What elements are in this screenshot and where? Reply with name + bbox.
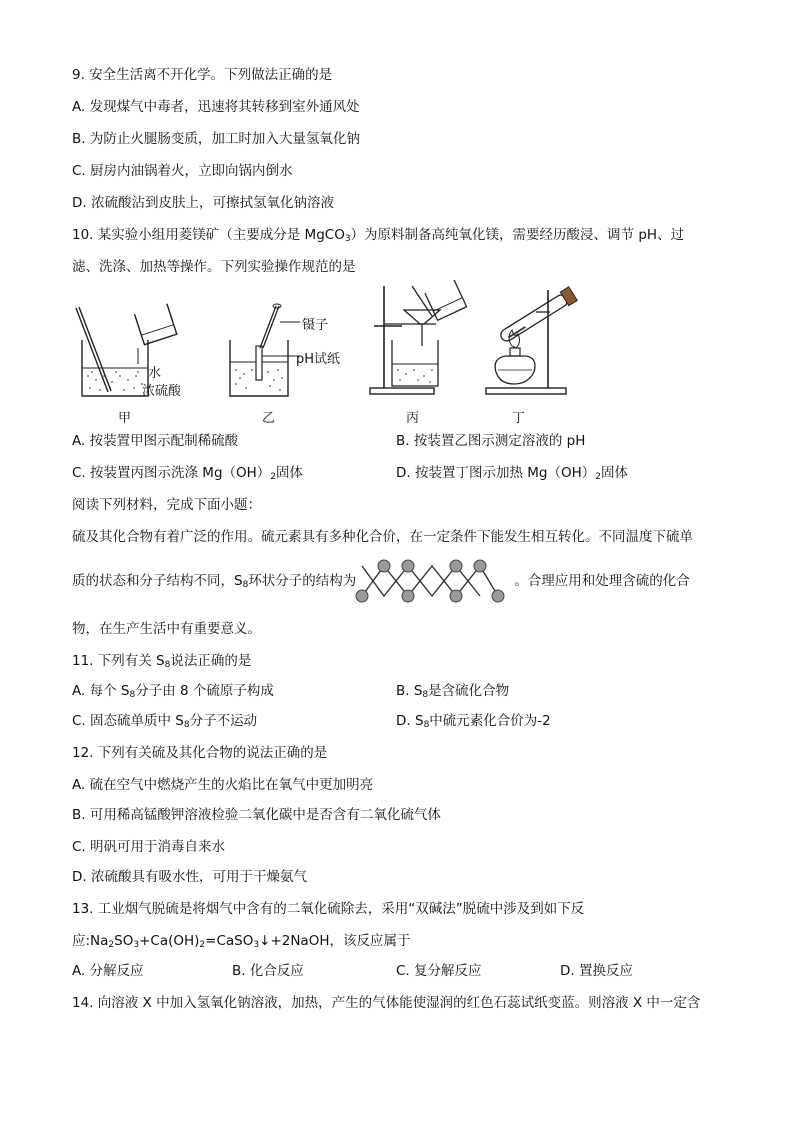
figure-yi-caption: 乙 xyxy=(262,411,276,426)
figure-jia-caption: 甲 xyxy=(118,411,132,426)
figure-bing-caption: 丙 xyxy=(406,411,420,426)
figure-bing xyxy=(368,280,468,398)
figure-jia-label-water: 水 xyxy=(148,366,162,381)
q12-option-b: B. 可用稀高锰酸钾溶液检验二氧化碳中是否含有二氧化硫气体 xyxy=(72,807,441,823)
q10-option-d: D. 按装置丁图示加热 $Mg(OH)_2$固体 xyxy=(396,465,628,482)
s8-ring-structure xyxy=(350,556,510,606)
q13-option-a: A. 分解反应 xyxy=(72,963,144,979)
q10-stem-line1: 10. 某实验小组用菱镁矿（主要成分是 MgCO$_3$）为原料制备高纯氧化镁，需要经历酸浸、调节 pH、过 xyxy=(72,227,685,244)
figure-yi xyxy=(222,300,302,400)
figure-ding xyxy=(478,284,588,398)
q9-option-a: A. 发现煤气中毒者，迅速将其转移到室外通风处 xyxy=(72,99,360,115)
q13-stem-line1: 13. 工业烟气脱硫是将烟气中含有的二氧化硫除去，采用“双碱法”脱硫中涉及到如下反 xyxy=(72,901,585,917)
q13-option-c: C. 复分解反应 xyxy=(396,963,482,979)
figure-yi-label-tweezers: 镊子 xyxy=(302,318,329,333)
q11-stem: 11. 下列有关 $S_8$说法正确的是 xyxy=(72,653,252,670)
reading-paragraph-1: 硫及其化合物有着广泛的作用。硫元素具有多种化合价，在一定条件下能发生相互转化。不同温度下硫单 xyxy=(72,529,693,545)
reading-paragraph-2: 质的状态和分子结构不同，$S_8$环状分子的结构为 。合理应用和处理含硫的化合 xyxy=(72,573,690,590)
q9-option-b: B. 为防止火腿肠变质，加工时加入大量氢氧化钠 xyxy=(72,131,360,147)
q13-option-d: D. 置换反应 xyxy=(560,963,633,979)
q10-option-a: A. 按装置甲图示配制稀硫酸 xyxy=(72,433,239,449)
q11-option-d: D. $S_8$中硫元素化合价为-2 xyxy=(396,713,551,730)
figure-ding-caption: 丁 xyxy=(512,411,526,426)
q9-option-c: C. 厨房内油锅着火，立即向锅内倒水 xyxy=(72,163,293,179)
q14-stem: 14. 向溶液 X 中加入氢氧化钠溶液，加热，产生的气体能使湿润的红色石蕊试纸变蓝。则溶液 X 中一定含 xyxy=(72,995,701,1011)
reading-paragraph-3: 物，在生产生活中有重要意义。 xyxy=(72,621,261,637)
q10-option-b: B. 按装置乙图示测定溶液的 pH xyxy=(396,433,586,449)
q12-stem: 12. 下列有关硫及其化合物的说法正确的是 xyxy=(72,745,328,761)
q12-option-a: A. 硫在空气中燃烧产生的火焰比在氧气中更加明亮 xyxy=(72,777,374,793)
q11-option-c: C. 固态硫单质中 $S_8$分子不运动 xyxy=(72,713,258,730)
q10-stem-line2: 滤、洗涤、加热等操作。下列实验操作规范的是 xyxy=(72,259,356,275)
q11-option-b: B. $S_8$是含硫化合物 xyxy=(396,683,510,700)
q11-option-a: A. 每个 $S_8$分子由 8 个硫原子构成 xyxy=(72,683,274,700)
reading-intro: 阅读下列材料，完成下面小题： xyxy=(72,497,261,513)
figure-jia-label-acid: 浓硫酸 xyxy=(142,384,182,399)
figure-yi-label-paper: pH试纸 xyxy=(296,352,341,367)
q13-equation: 应$:Na_2SO_3+Ca(OH)_2=CaSO_3↓+2NaOH$，该反应属于 xyxy=(72,933,411,950)
q12-option-c: C. 明矾可用于消毒自来水 xyxy=(72,839,226,855)
q10-option-c: C. 按装置丙图示洗涤 $Mg(OH)_2$固体 xyxy=(72,465,304,482)
q12-option-d: D. 浓硫酸具有吸水性，可用于干燥氨气 xyxy=(72,869,307,885)
q9-option-d: D. 浓硫酸沾到皮肤上，可擦拭氢氧化钠溶液 xyxy=(72,195,334,211)
q13-option-b: B. 化合反应 xyxy=(232,963,304,979)
q9-stem: 9. 安全生活离不开化学。下列做法正确的是 xyxy=(72,67,333,83)
